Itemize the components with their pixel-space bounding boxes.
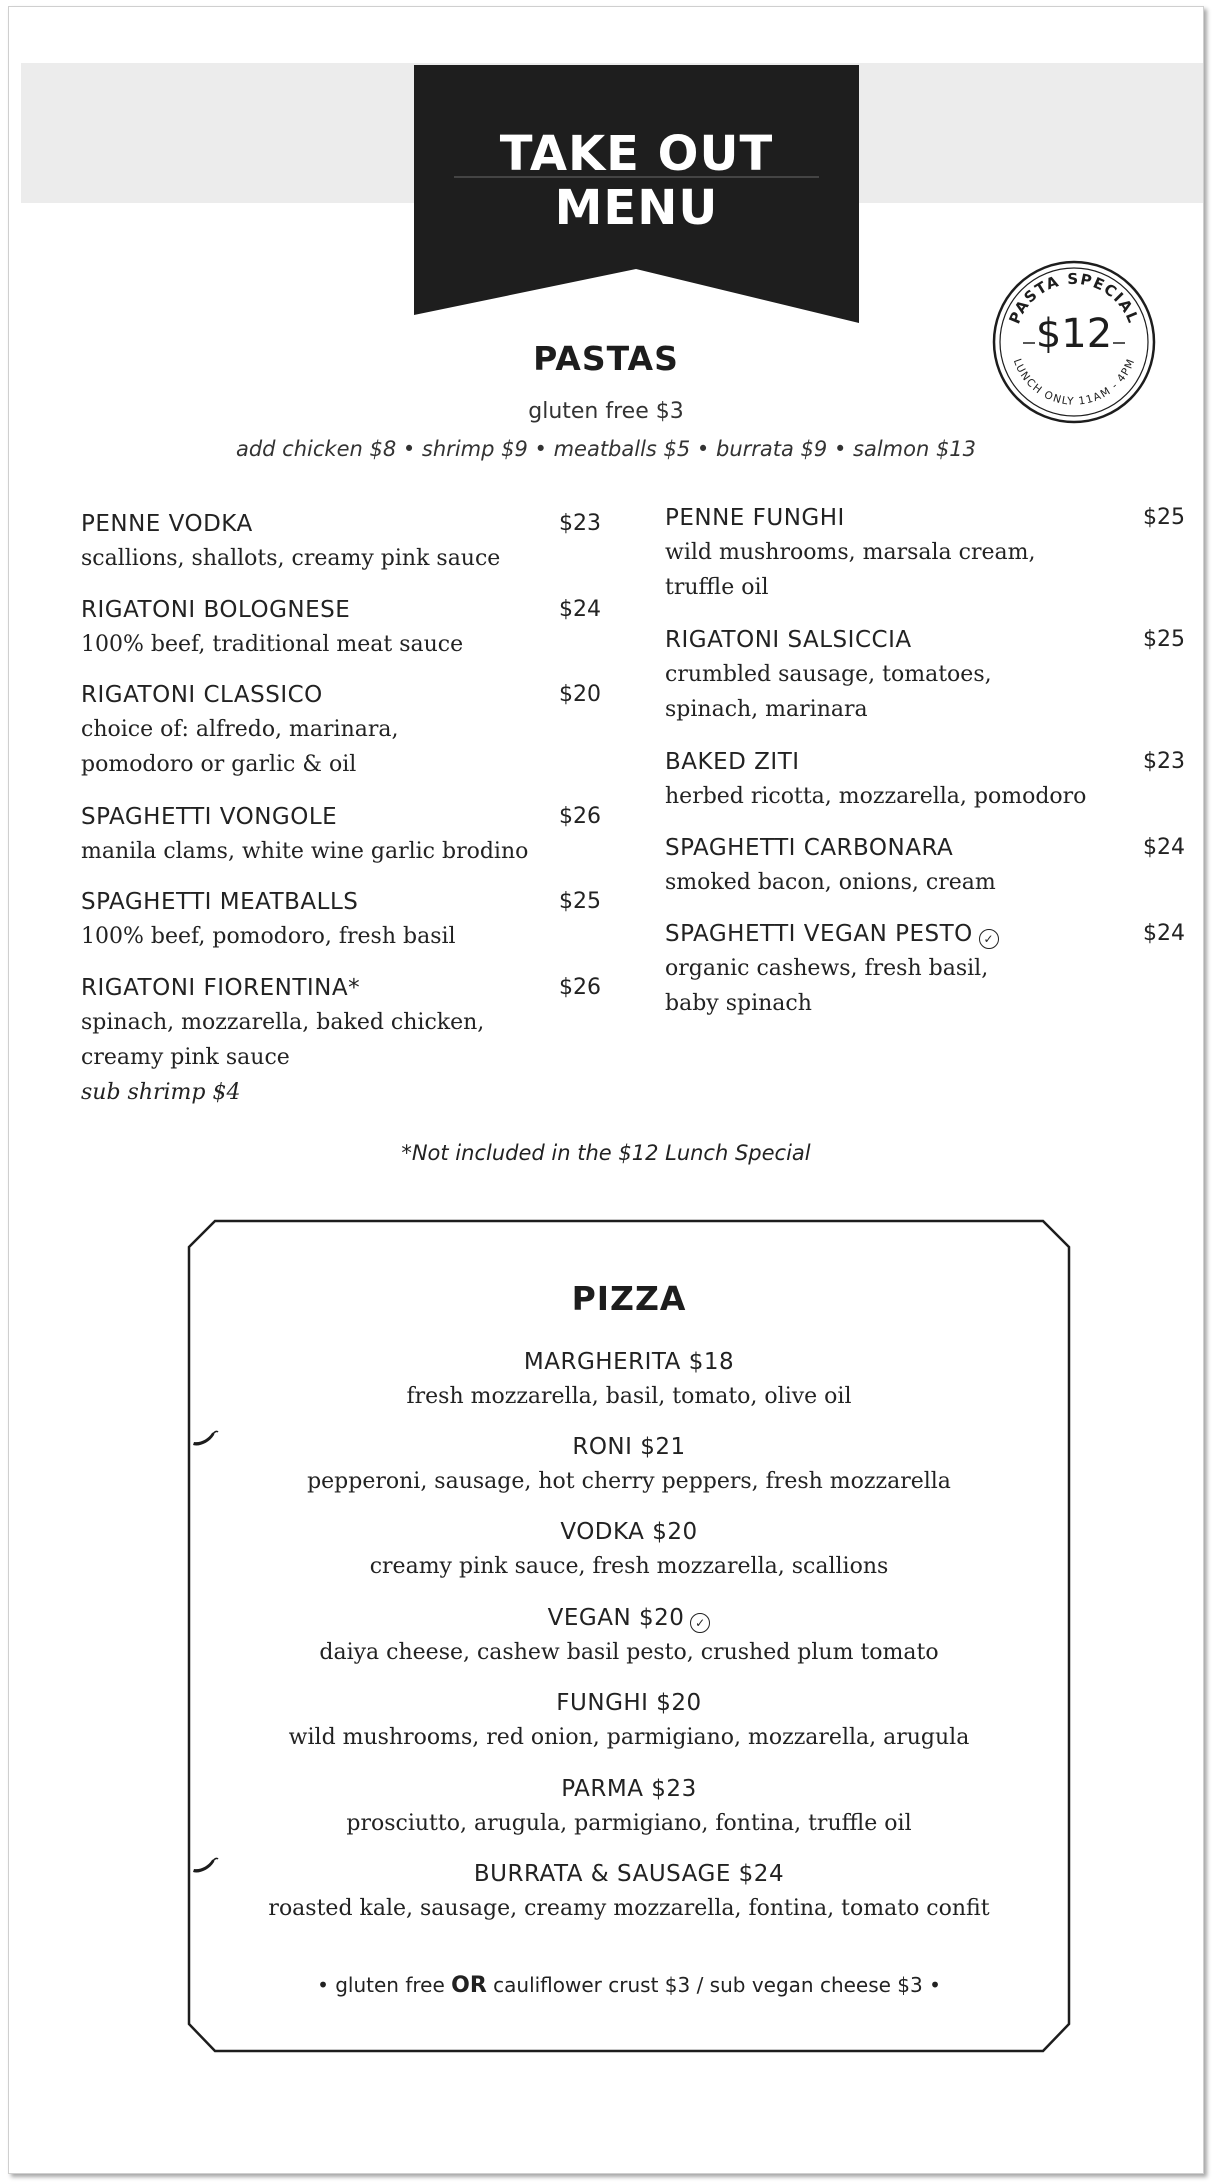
item-price: $24 [559,597,601,622]
menu-item [665,917,1185,1021]
item-desc: spinach, marinara [665,697,868,722]
item-price: $24 [1143,921,1185,946]
item-desc: 100% beef, pomodoro, fresh basil [81,924,456,949]
pizza-desc: fresh mozzarella, basil, tomato, olive oil [406,1384,852,1409]
vegan-icon: ✓ [690,1613,710,1633]
title-banner [414,65,859,323]
item-desc: creamy pink sauce [81,1045,290,1070]
pizza-price: $20 [656,1690,702,1716]
pizza-crust-options [187,1973,1071,1998]
lunch-special-footnote: *Not included in the $12 Lunch Special [401,1141,811,1165]
item-name [665,917,1185,951]
pizza-name [187,1772,1071,1806]
pastas-gluten-free: gluten free $3 [528,399,684,424]
pizza-price: $20 [638,1605,685,1631]
pizza-item [187,1430,1071,1500]
pizza-desc: prosciutto, arugula, parmigiano, fontina, truffle oil [346,1811,912,1836]
item-desc: 100% beef, traditional meat sauce [81,632,464,657]
pizza-price: $18 [688,1349,735,1375]
menu-item [81,678,601,800]
pizza-title: PIZZA [571,1279,687,1318]
item-name: RIGATONI FIORENTINA* [81,975,361,1001]
item-name: BAKED ZITI [665,749,800,775]
item-desc: scallions, shallots, creamy pink sauce [81,546,501,571]
pizza-item [187,1601,1071,1671]
pizza-item [187,1515,1071,1585]
item-name: RIGATONI BOLOGNESE [81,597,351,623]
pepper-icon [191,1857,219,1875]
pizza-name [187,1857,1071,1891]
pastas-addons: add chicken $8 • shrimp $9 • meatballs $5 • burrata $9 • salmon $13 [235,437,977,461]
menu-item [81,507,601,593]
item-note: sub shrimp $4 [81,1080,241,1105]
menu-item [665,501,1185,623]
pizza-name-text: FUNGHI [556,1690,649,1716]
menu-item [81,971,601,1110]
item-name: RIGATONI CLASSICO [81,682,323,708]
item-name: PENNE FUNGHI [665,505,845,531]
pizza-name-text: PARMA [561,1776,644,1802]
menu-item [665,831,1185,917]
item-price: $26 [559,804,601,829]
item-price: $20 [559,682,601,707]
item-price: $23 [1143,749,1185,774]
badge-top-text: PASTA SPECIAL [1005,269,1143,327]
item-desc: wild mushrooms, marsala cream, [665,540,1036,565]
pizza-price: $20 [652,1519,698,1545]
pizza-desc: daiya cheese, cashew basil pesto, crushed plum tomato [319,1640,939,1665]
pizza-price: $24 [738,1861,785,1887]
pizza-name [187,1686,1071,1720]
badge-bottom-text: LUNCH ONLY 11AM - 4PM [1010,357,1138,408]
item-desc: truffle oil [665,575,769,600]
pizza-item [187,1345,1071,1415]
item-price: $26 [559,975,601,1000]
item-desc: herbed ricotta, mozzarella, pomodoro [665,784,1087,809]
item-price: $25 [1143,505,1185,530]
pizza-item [187,1686,1071,1756]
item-desc: spinach, mozzarella, baked chicken, [81,1010,485,1035]
item-desc: crumbled sausage, tomatoes, [665,662,992,687]
item-desc: manila clams, white wine garlic brodino [81,839,529,864]
pastas-right-column [665,501,1185,1021]
pizza-name-text: RONI [572,1434,633,1460]
item-name: SPAGHETTI CARBONARA [665,835,954,861]
pizza-price: $23 [651,1776,697,1802]
menu-item [81,593,601,678]
pastas-title: PASTAS [533,339,679,378]
pepper-icon [191,1430,219,1448]
pizza-desc: pepperoni, sausage, hot cherry peppers, fresh mozzarella [307,1469,951,1494]
crust-text-post: cauliflower crust $3 / sub vegan cheese $3 • [486,1973,941,1997]
item-name: RIGATONI SALSICCIA [665,627,912,653]
menu-page [8,6,1204,2174]
item-desc: choice of: alfredo, marinara, [81,717,399,742]
item-name: SPAGHETTI VONGOLE [81,804,338,830]
item-desc: pomodoro or garlic & oil [81,752,357,777]
pastas-left-column [81,507,601,1110]
item-name: PENNE VODKA [81,511,253,537]
pizza-item [187,1772,1071,1842]
item-name: SPAGHETTI MEATBALLS [81,889,359,915]
vegan-icon: ✓ [979,929,999,949]
crust-text-or: OR [451,1973,487,1998]
pizza-desc: roasted kale, sausage, creamy mozzarella, fontina, tomato confit [268,1896,990,1921]
item-desc: organic cashews, fresh basil, [665,956,989,981]
menu-title-line1: TAKE OUT [499,126,774,182]
menu-title [414,127,859,235]
item-name-text: SPAGHETTI VEGAN PESTO [665,921,973,947]
pizza-name [187,1430,1071,1464]
menu-item [665,623,1185,745]
pizza-name-text: VEGAN [547,1605,632,1631]
menu-item [81,885,601,971]
menu-item [665,745,1185,831]
pizza-name-text: BURRATA & SAUSAGE [473,1861,731,1887]
pizza-desc: wild mushrooms, red onion, parmigiano, mozzarella, arugula [288,1725,970,1750]
item-price: $24 [1143,835,1185,860]
pizza-price: $21 [640,1434,686,1460]
pizza-name [187,1601,1071,1635]
item-price: $23 [559,511,601,536]
crust-text-pre: • gluten free [317,1973,452,1997]
item-desc: baby spinach [665,991,812,1016]
pizza-name-text: MARGHERITA [523,1349,681,1375]
menu-item [81,800,601,885]
pizza-name [187,1515,1071,1549]
menu-title-line2: MENU [554,180,719,236]
item-price: $25 [1143,627,1185,652]
pizza-item [187,1857,1071,1927]
pizza-section [187,1219,1071,2054]
item-price: $25 [559,889,601,914]
pizza-desc: creamy pink sauce, fresh mozzarella, scallions [369,1554,889,1579]
pizza-name [187,1345,1071,1379]
item-desc: smoked bacon, onions, cream [665,870,996,895]
badge-price: $12 [1035,311,1113,357]
pizza-name-text: VODKA [560,1519,645,1545]
